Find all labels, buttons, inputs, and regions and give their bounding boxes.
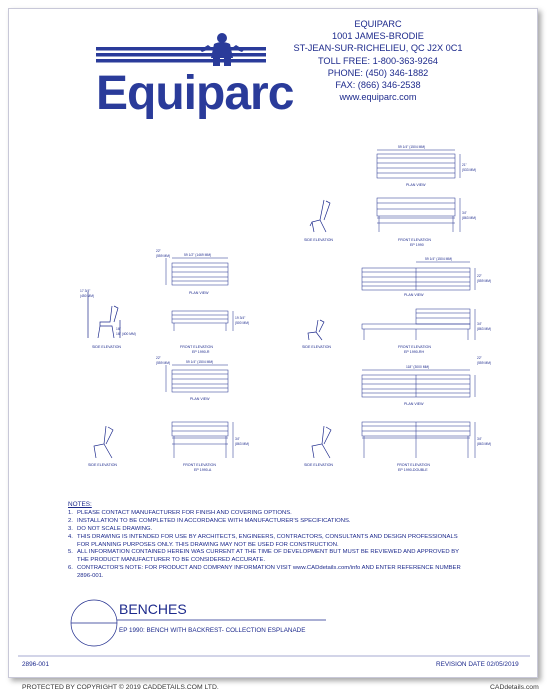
notes-list [68, 510, 468, 581]
label-ep1990r: EP 1990-R [192, 350, 210, 354]
dim-depth-2mm: (559 MM) [156, 254, 171, 258]
dim-height-5: 34" [235, 437, 240, 441]
notes-block [68, 501, 468, 581]
plan-view-ep1990r [166, 258, 228, 285]
note-number: 4. [68, 533, 73, 540]
dim-height-2mm: (500 MM) [235, 321, 250, 325]
dim-depth-5mm: (559 MM) [477, 361, 492, 365]
plan-view-ep1990-a [377, 150, 460, 178]
note-text: DO NOT SCALE DRAWING. [77, 525, 153, 532]
revision-date: REVISION DATE 02/05/2019 [436, 661, 519, 668]
dim-depth-3: 22" [477, 274, 482, 278]
dim-depth-4: 22" [156, 356, 161, 360]
dim-height-1: 34" [462, 211, 467, 215]
dim-width-5: 118" (3000 MM) [406, 365, 430, 369]
company-name: EQUIPARC [354, 19, 402, 29]
front-elevation-ep1990 [377, 198, 460, 232]
label-side-elev-3: SIDE ELEVATION [302, 345, 332, 349]
bench-figure-logo-icon [96, 33, 266, 66]
label-side-elev-4: SIDE ELEVATION [88, 463, 118, 467]
company-address-line2: ST-JEAN-SUR-RICHELIEU, QC J2X 0C1 [293, 43, 463, 54]
copyright-notice: PROTECTED BY COPYRIGHT © 2019 CADDETAILS.COM LTD. [22, 684, 219, 691]
dim-seat-depth-mm: 16" (400 MM) [116, 332, 136, 336]
front-elevation-ep1990double [362, 422, 475, 458]
label-side-elev-5: SIDE ELEVATION [304, 463, 334, 467]
company-fax: FAX: (866) 346-2538 [335, 80, 421, 91]
note-text: THIS DRAWING IS INTENDED FOR USE BY ARCHITECTS, ENGINEERS, CONTRACTORS, CONSULTANTS AND DESIGN PROFESSIONALS FOR PLANNING PURPOSES ONLY. THIS DRAWING MAY NOT BE USED FOR CONSTRUCTION. [77, 533, 458, 548]
plan-view-ep1990a [166, 365, 228, 392]
drawing-title: BENCHES [119, 601, 187, 617]
note-item [68, 549, 468, 565]
note-number: 1. [68, 509, 73, 516]
dim-height-6: 34" [477, 437, 482, 441]
dim-height-3: 17 3/4" [80, 289, 91, 293]
company-website[interactable]: www.equiparc.com [339, 92, 417, 103]
note-number: 5. [68, 549, 73, 556]
label-side-elev-1: SIDE ELEVATION [304, 238, 334, 242]
note-number: 2. [68, 517, 73, 524]
label-plan-view-1: PLAN VIEW [406, 183, 426, 187]
plan-view-ep1990double [362, 370, 475, 397]
dim-height-3mm: (450 MM) [80, 294, 95, 298]
plan-view-ep1990rh [362, 262, 475, 290]
logo-wordmark: Equiparc [96, 67, 294, 120]
dim-seat-depth: 16" [116, 327, 121, 331]
label-ep1990a: EP 1990-A [194, 468, 212, 472]
note-item [68, 565, 468, 581]
dim-width-4: 59 1/4" (1504 MM) [186, 360, 214, 364]
dim-height-2: 19 3/4" [235, 316, 246, 320]
dim-width-2: 59 1/2" (1469 MM) [184, 253, 212, 257]
label-plan-view-5: PLAN VIEW [404, 402, 424, 406]
notes-header: NOTES: [68, 501, 92, 508]
label-front-elev-3: FRONT ELEVATION [398, 345, 431, 349]
label-front-elev-1: FRONT ELEVATION [398, 238, 431, 242]
dim-height-5mm: (863 MM) [235, 442, 250, 446]
company-address-line1: 1001 JAMES-BRODIE [332, 31, 424, 42]
dim-height-6mm: (863 MM) [477, 442, 492, 446]
front-elevation-ep1990r [172, 311, 233, 331]
label-plan-view-3: PLAN VIEW [404, 293, 424, 297]
label-ep1990double: EP 1990-DOUBLE [398, 468, 428, 472]
side-elevation-chair-1 [310, 200, 330, 232]
drawing-subtitle: EP 1990: BENCH WITH BACKREST- COLLECTION ESPLANADE [119, 627, 306, 634]
reference-number: 2896-001 [22, 661, 50, 668]
dim-depth-2: 22" [156, 249, 161, 253]
dim-depth-1mm: (533 MM) [462, 168, 477, 172]
label-plan-view-4: PLAN VIEW [190, 397, 210, 401]
note-text: PLEASE CONTACT MANUFACTURER FOR FINISH AND COVERING OPTIONS. [77, 509, 292, 516]
front-elevation-ep1990a [172, 422, 233, 458]
dim-width-1: 59 1/4" (1504 MM) [398, 145, 426, 149]
dim-width-3: 59 1/4" (1504 MM) [425, 257, 453, 261]
note-number: 3. [68, 525, 73, 532]
note-item [68, 510, 468, 518]
dim-depth-3mm: (559 MM) [477, 279, 492, 283]
front-elevation-ep1990rh [362, 309, 475, 340]
side-elevation-chair-4 [94, 426, 113, 458]
caddetails-link[interactable]: CADdetails.com [490, 684, 539, 691]
side-elevation-chair-3 [308, 320, 324, 340]
label-front-elev-4: FRONT ELEVATION [183, 463, 216, 467]
label-front-elev-2: FRONT ELEVATION [180, 345, 213, 349]
note-item [68, 534, 468, 550]
company-toll-free: TOLL FREE: 1-800-363-9264 [317, 55, 438, 66]
dim-height-1mm: (863 MM) [462, 216, 477, 220]
side-elevation-chair-5 [312, 426, 331, 458]
dim-depth-1: 21" [462, 163, 467, 167]
dim-depth-4mm: (559 MM) [156, 361, 171, 365]
title-block-symbol [71, 600, 326, 646]
label-front-elev-5: FRONT ELEVATION [397, 463, 430, 467]
note-text: CONTRACTOR'S NOTE: FOR PRODUCT AND COMPANY INFORMATION VISIT www.CADdetails.com/info AND ENTER REFERENCE NUMBER 2896-001. [77, 565, 461, 580]
dim-depth-5: 22" [477, 356, 482, 360]
note-text: INSTALLATION TO BE COMPLETED IN ACCORDANCE WITH MANUFACTURER'S SPECIFICATIONS. [77, 517, 351, 524]
note-number: 6. [68, 565, 73, 572]
label-side-elev-2: SIDE ELEVATION [92, 345, 122, 349]
label-ep1990rh: EP 1990-RH [404, 350, 425, 354]
note-text: ALL INFORMATION CONTAINED HEREIN WAS CURRENT AT THE TIME OF DEVELOPMENT BUT MUST BE REVIEWED AND APPROVED BY THE PRODUCT MANUFACTURER TO BE CONSIDERED ACCURATE. [77, 549, 459, 564]
dim-height-4mm: (863 MM) [477, 327, 492, 331]
note-item [68, 526, 468, 534]
company-phone: PHONE: (450) 346-1882 [327, 67, 429, 78]
note-item [68, 518, 468, 526]
label-ep1990: EP 1990 [410, 243, 424, 247]
dim-height-4: 34" [477, 322, 482, 326]
label-plan-view-2: PLAN VIEW [189, 291, 209, 295]
